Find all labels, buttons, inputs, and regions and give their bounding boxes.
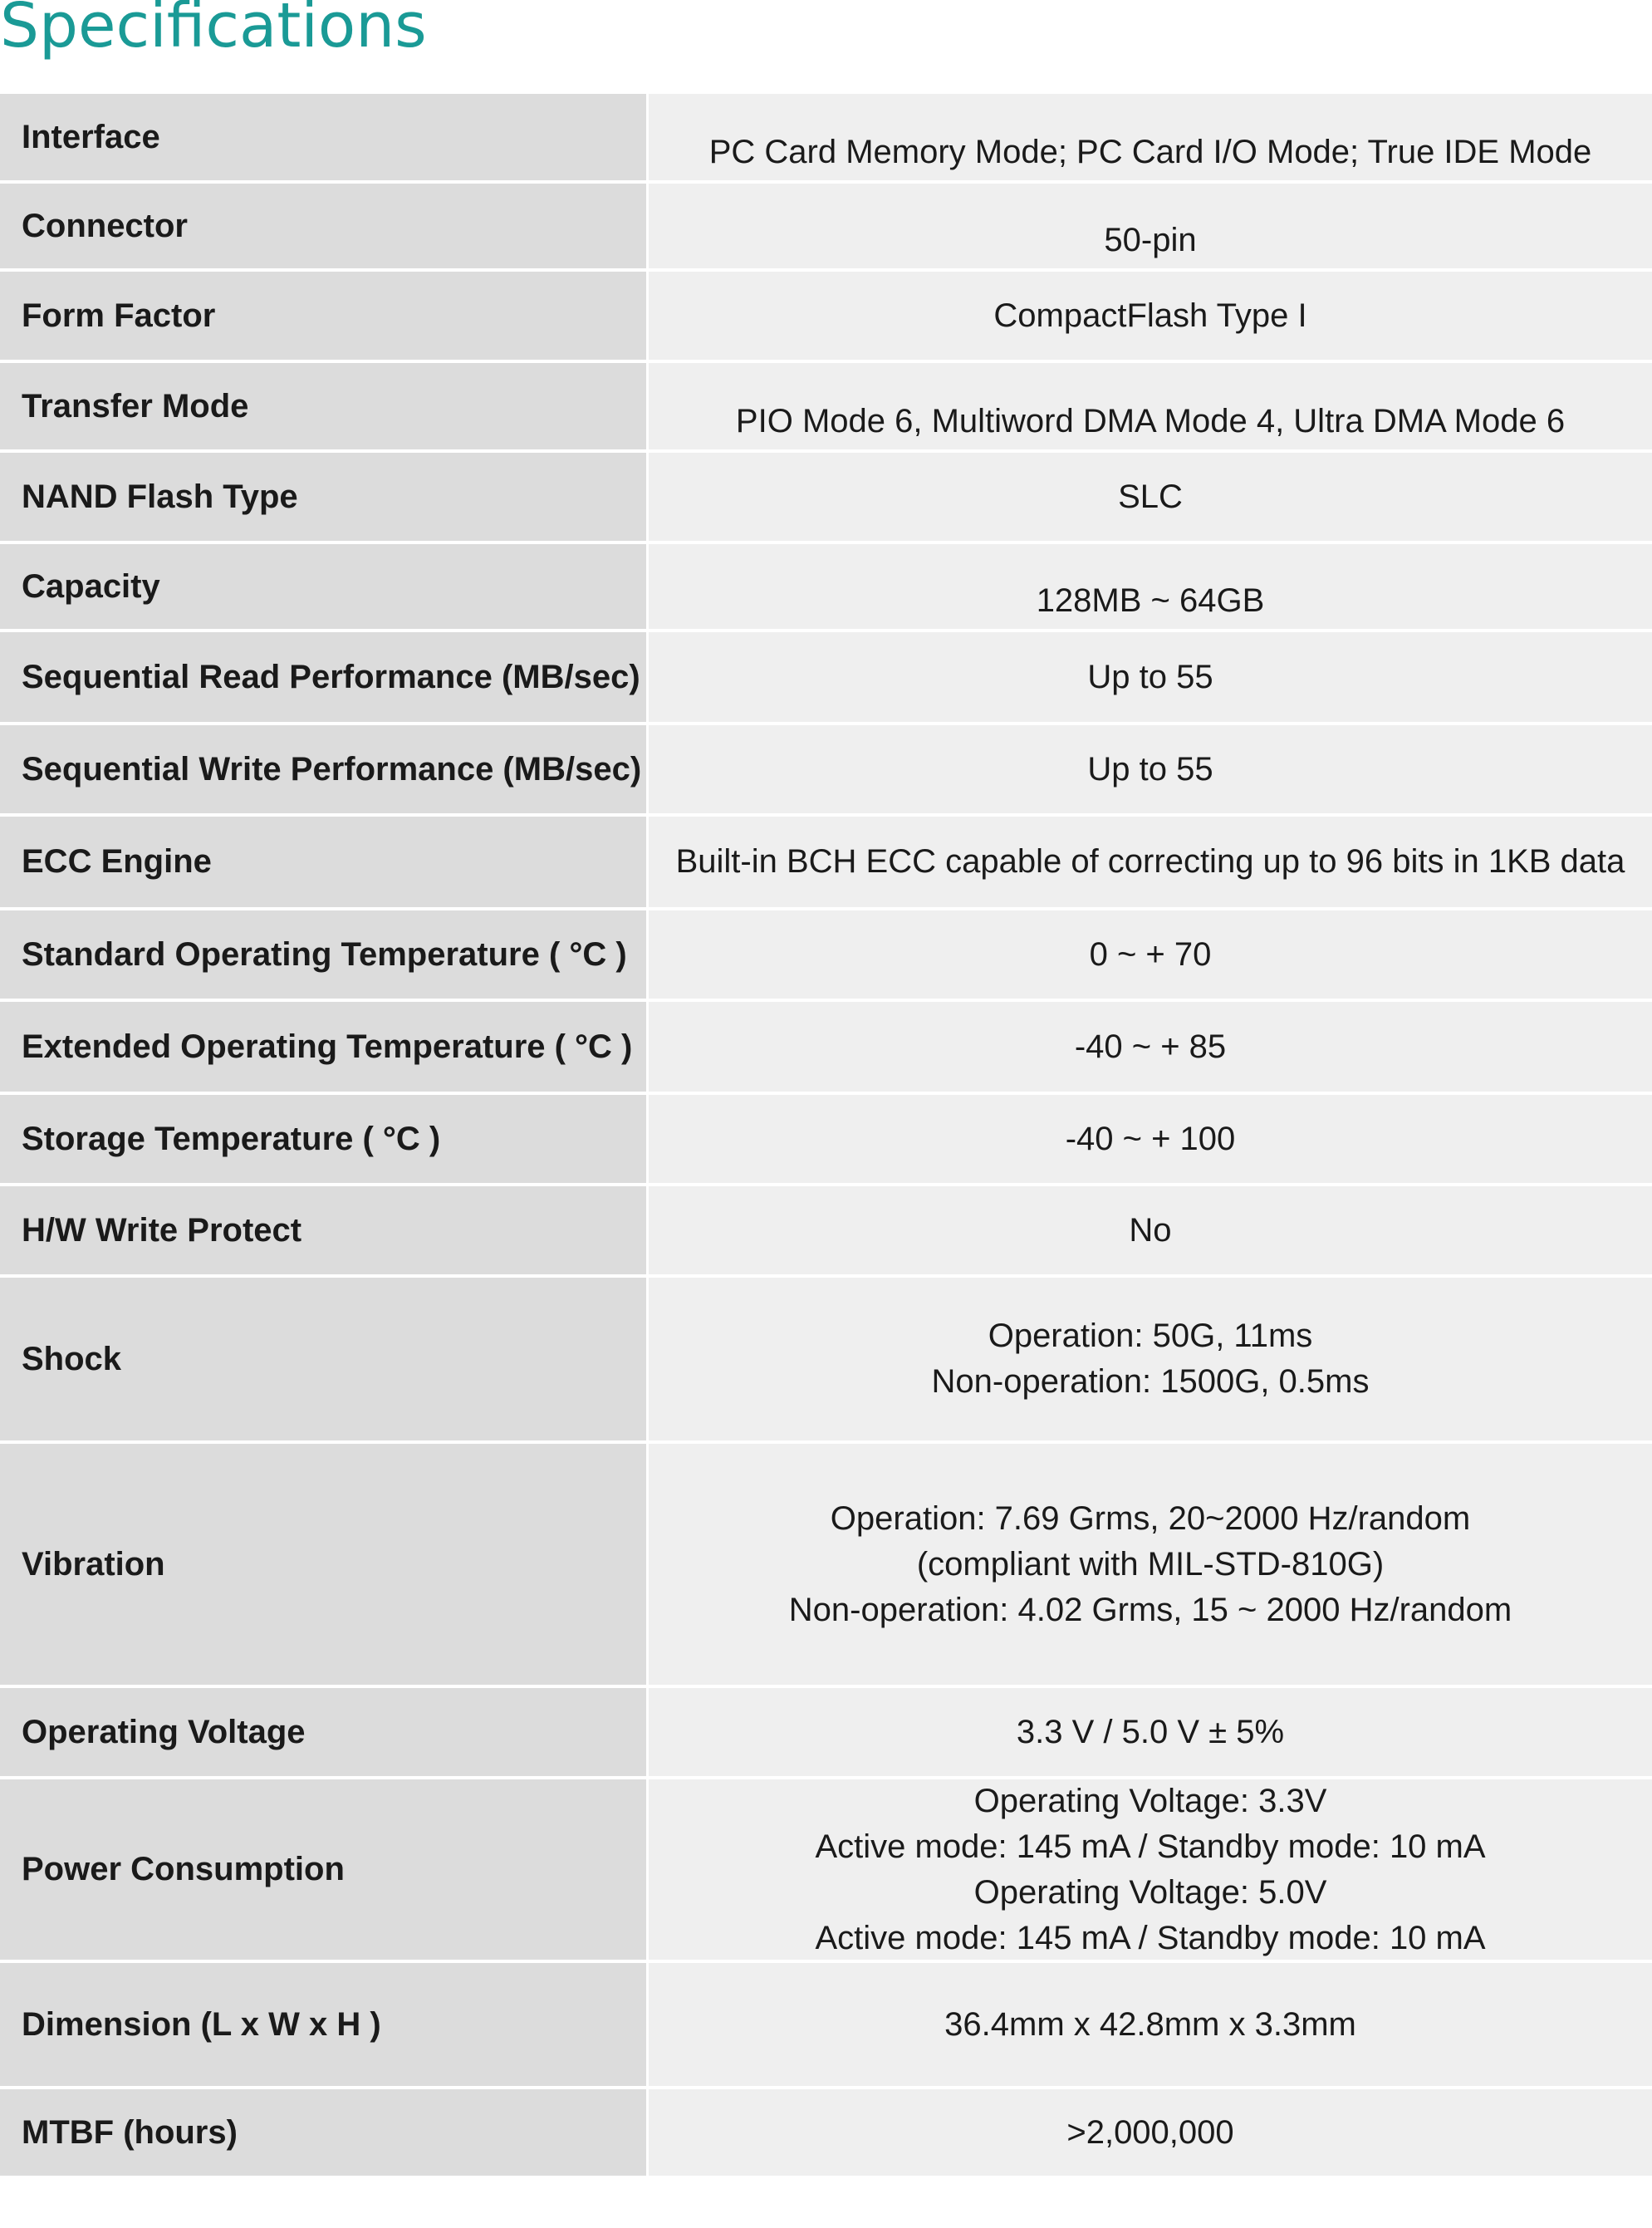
spec-value-line: Operating Voltage: 5.0V	[973, 1873, 1327, 1911]
spec-value-line: PC Card Memory Mode; PC Card I/O Mode; True IDE Mode	[708, 134, 1592, 170]
spec-value-line: 50-pin	[1104, 222, 1197, 258]
spec-value	[649, 1002, 1652, 1092]
spec-value-line: (compliant with MIL-STD-810G)	[916, 1545, 1385, 1583]
spec-value	[649, 2089, 1652, 2176]
spec-value-line: Up to 55	[1087, 658, 1213, 695]
spec-value-line: Operating Voltage: 3.3V	[973, 1782, 1327, 1819]
spec-label: Transfer Mode	[0, 363, 649, 449]
spec-row	[0, 1685, 1652, 1776]
spec-value	[649, 544, 1652, 629]
spec-label: Form Factor	[0, 272, 649, 360]
spec-row	[0, 180, 1652, 268]
spec-label: Operating Voltage	[0, 1688, 649, 1776]
spec-row	[0, 999, 1652, 1092]
spec-row	[0, 1776, 1652, 1960]
spec-value-line: Non-operation: 4.02 Grms, 15 ~ 2000 Hz/random	[788, 1591, 1512, 1628]
spec-value-line: CompactFlash Type I	[993, 297, 1307, 334]
spec-row	[0, 541, 1652, 629]
spec-label: Dimension (L x W x H )	[0, 1963, 649, 2086]
spec-value-line: 36.4mm x 42.8mm x 3.3mm	[944, 2005, 1356, 2043]
spec-value-line: SLC	[1118, 478, 1183, 515]
spec-value	[649, 453, 1652, 541]
spec-label: H/W Write Protect	[0, 1186, 649, 1274]
spec-row	[0, 2086, 1652, 2176]
spec-label: MTBF (hours)	[0, 2089, 649, 2176]
spec-value-line: -40 ~ + 100	[1065, 1120, 1236, 1157]
spec-value	[649, 632, 1652, 722]
spec-label: Interface	[0, 94, 649, 180]
spec-label: Extended Operating Temperature ( °C )	[0, 1002, 649, 1092]
spec-value	[649, 94, 1652, 180]
spec-row	[0, 268, 1652, 360]
spec-label: Sequential Write Performance (MB/sec)	[0, 725, 649, 813]
spec-value-line: >2,000,000	[1066, 2113, 1234, 2151]
spec-value	[649, 1278, 1652, 1440]
spec-label: Shock	[0, 1278, 649, 1440]
spec-value-line: Operation: 7.69 Grms, 20~2000 Hz/random	[830, 1499, 1471, 1537]
spec-value-line: Up to 55	[1087, 750, 1213, 788]
spec-value	[649, 1095, 1652, 1183]
spec-value-line: Built-in BCH ECC capable of correcting up to 96 bits in 1KB data	[675, 843, 1625, 880]
spec-label: Connector	[0, 184, 649, 268]
page-title: Specifications	[0, 0, 427, 61]
spec-value-line: Active mode: 145 mA / Standby mode: 10 mA	[815, 1828, 1486, 1865]
spec-label: Standard Operating Temperature ( °C )	[0, 910, 649, 999]
spec-row	[0, 449, 1652, 541]
spec-label: Capacity	[0, 544, 649, 629]
spec-value-line: Operation: 50G, 11ms	[988, 1318, 1313, 1354]
spec-value	[649, 1779, 1652, 1960]
spec-value	[649, 910, 1652, 999]
spec-table	[0, 94, 1652, 2176]
spec-row	[0, 629, 1652, 722]
spec-value-line: 3.3 V / 5.0 V ± 5%	[1016, 1713, 1285, 1750]
spec-value	[649, 363, 1652, 449]
spec-row	[0, 1440, 1652, 1685]
spec-value	[649, 817, 1652, 907]
spec-value	[649, 725, 1652, 813]
spec-label: NAND Flash Type	[0, 453, 649, 541]
spec-value	[649, 272, 1652, 360]
spec-value-line: Non-operation: 1500G, 0.5ms	[931, 1363, 1370, 1400]
spec-value	[649, 1963, 1652, 2086]
spec-row	[0, 1960, 1652, 2086]
spec-row	[0, 1274, 1652, 1440]
spec-label: Vibration	[0, 1444, 649, 1685]
spec-row	[0, 94, 1652, 180]
spec-value	[649, 1444, 1652, 1685]
spec-row	[0, 813, 1652, 907]
spec-value-line: 128MB ~ 64GB	[1036, 582, 1265, 619]
spec-value-line: No	[1129, 1211, 1172, 1249]
spec-value-line: PIO Mode 6, Multiword DMA Mode 4, Ultra DMA Mode 6	[735, 403, 1566, 439]
spec-label: Sequential Read Performance (MB/sec)	[0, 632, 649, 722]
spec-row	[0, 907, 1652, 999]
spec-value-line: Active mode: 145 mA / Standby mode: 10 mA	[815, 1919, 1486, 1956]
spec-row	[0, 360, 1652, 449]
spec-value	[649, 1186, 1652, 1274]
spec-value	[649, 1688, 1652, 1776]
spec-label: Power Consumption	[0, 1779, 649, 1960]
spec-row	[0, 722, 1652, 813]
spec-value-line: -40 ~ + 85	[1074, 1028, 1227, 1065]
spec-label: Storage Temperature ( °C )	[0, 1095, 649, 1183]
spec-value-line: 0 ~ + 70	[1089, 935, 1212, 973]
spec-label: ECC Engine	[0, 817, 649, 907]
spec-row	[0, 1092, 1652, 1183]
spec-row	[0, 1183, 1652, 1274]
spec-value	[649, 184, 1652, 268]
